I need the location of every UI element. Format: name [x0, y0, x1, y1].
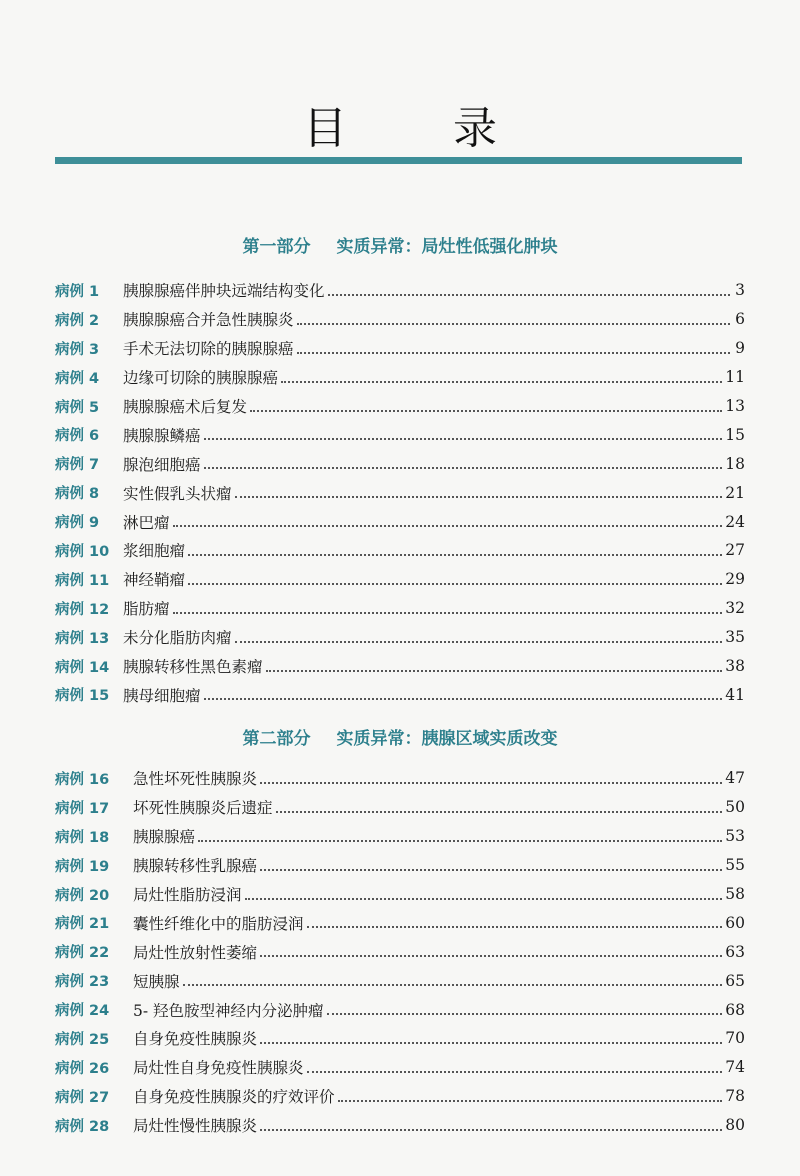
page-number: 3 — [735, 281, 745, 300]
case-label: 病例 21 — [55, 916, 110, 933]
entry-title: 局灶性脂肪浸润 — [133, 886, 242, 904]
entry-title: 脂肪瘤 — [123, 600, 170, 619]
section-heading-1 — [0, 232, 800, 257]
page-number: 38 — [725, 657, 745, 676]
toc-entry[interactable] — [55, 507, 745, 536]
page-number: 41 — [725, 685, 745, 704]
dot-leader — [297, 322, 730, 325]
entry-title: 浆细胞瘤 — [123, 542, 186, 561]
toc-entry[interactable] — [55, 851, 745, 880]
case-label: 病例 2 — [55, 312, 100, 329]
case-label: 病例 13 — [55, 630, 110, 647]
dot-leader — [276, 810, 723, 813]
entry-title: 5- 羟色胺型神经内分泌肿瘤 — [133, 1001, 324, 1020]
entry-title: 局灶性自身免疫性胰腺炎 — [133, 1059, 304, 1078]
page-number: 32 — [725, 599, 745, 618]
entry-title: 短胰腺 — [133, 972, 180, 991]
toc-entry[interactable] — [55, 966, 745, 995]
case-label: 病例 15 — [55, 688, 110, 705]
toc-entry[interactable] — [55, 680, 745, 709]
page-number: 70 — [725, 1029, 745, 1048]
entry-title: 胰腺腺癌合并急性胰腺炎 — [123, 311, 294, 330]
page-number: 35 — [725, 628, 745, 647]
case-label: 病例 25 — [55, 1031, 110, 1048]
entry-title: 胰腺腺癌伴肿块远端结构变化 — [123, 282, 325, 301]
page-number: 78 — [725, 1087, 745, 1106]
entry-title: 胰腺腺癌术后复发 — [123, 398, 248, 416]
dot-leader — [307, 925, 723, 928]
dot-leader — [307, 1070, 723, 1073]
dot-leader — [235, 640, 723, 643]
entry-title: 胰腺转移性乳腺癌 — [133, 857, 258, 876]
dot-leader — [235, 495, 723, 498]
page-number: 65 — [725, 971, 745, 990]
toc-section-2 — [55, 764, 745, 1140]
entry-title: 神经鞘瘤 — [123, 571, 186, 590]
entry-title: 胰腺腺鳞癌 — [123, 426, 201, 445]
entry-title: 胰腺转移性黑色素瘤 — [123, 658, 263, 677]
page-number: 80 — [725, 1116, 745, 1135]
toc-entry[interactable] — [55, 793, 745, 822]
page-number: 13 — [725, 397, 745, 415]
page-number: 74 — [725, 1058, 745, 1077]
entry-title: 局灶性放射性萎缩 — [133, 943, 258, 962]
case-label: 病例 19 — [55, 858, 110, 875]
entry-title: 边缘可切除的胰腺腺癌 — [123, 369, 279, 388]
dot-leader — [260, 1041, 722, 1044]
entry-title: 胰母细胞瘤 — [123, 686, 201, 705]
case-label: 病例 6 — [55, 428, 100, 445]
toc-entry[interactable] — [55, 1111, 745, 1140]
dot-leader — [260, 868, 722, 871]
page-number: 24 — [725, 512, 745, 531]
entry-title: 未分化脂肪肉瘤 — [123, 629, 232, 648]
toc-entry[interactable] — [55, 334, 745, 363]
dot-leader — [281, 380, 722, 383]
dot-leader — [204, 466, 723, 469]
page-number: 60 — [725, 913, 745, 932]
page-number: 55 — [725, 856, 745, 875]
dot-leader — [188, 582, 722, 585]
case-label: 病例 16 — [55, 771, 110, 788]
dot-leader — [204, 697, 723, 700]
toc-entry[interactable] — [55, 822, 745, 851]
toc-entry[interactable] — [55, 536, 745, 565]
page-number: 9 — [735, 339, 745, 358]
entry-title: 囊性纤维化中的脂肪浸润 — [133, 914, 304, 933]
toc-entry[interactable] — [55, 478, 745, 507]
page-number: 21 — [725, 483, 745, 502]
dot-leader — [260, 781, 722, 784]
toc-entry[interactable] — [55, 1082, 745, 1111]
dot-leader — [297, 351, 730, 354]
entry-title: 坏死性胰腺炎后遗症 — [133, 799, 273, 818]
toc-entry[interactable] — [55, 276, 745, 305]
toc-entry[interactable] — [55, 880, 745, 909]
dot-leader — [183, 983, 723, 986]
toc-entry[interactable] — [55, 764, 745, 793]
toc-entry[interactable] — [55, 995, 745, 1024]
toc-entry[interactable] — [55, 420, 745, 449]
entry-title: 腺泡细胞癌 — [123, 455, 201, 474]
case-label: 病例 28 — [55, 1118, 110, 1135]
title-divider — [55, 157, 742, 164]
toc-entry[interactable] — [55, 363, 745, 392]
toc-entry[interactable] — [55, 908, 745, 937]
case-label: 病例 17 — [55, 800, 110, 817]
section-part: 第一部分 — [242, 237, 311, 257]
page-number: 53 — [725, 827, 745, 846]
case-label: 病例 1 — [55, 283, 100, 300]
entry-title: 手术无法切除的胰腺腺癌 — [123, 340, 294, 359]
entry-title: 实性假乳头状瘤 — [123, 484, 232, 503]
case-label: 病例 27 — [55, 1089, 110, 1106]
dot-leader — [328, 293, 730, 296]
toc-entry[interactable] — [55, 305, 745, 334]
case-label: 病例 9 — [55, 515, 100, 532]
entry-title: 急性坏死性胰腺炎 — [133, 770, 258, 789]
page-number: 50 — [725, 798, 745, 817]
page-number: 29 — [725, 570, 745, 589]
section-part: 第二部分 — [242, 729, 311, 749]
dot-leader — [245, 897, 723, 900]
page-number: 11 — [725, 368, 745, 387]
page-title: 目 录 — [303, 103, 543, 154]
case-label: 病例 14 — [55, 659, 110, 676]
page-number: 58 — [725, 885, 745, 903]
toc-section-1 — [55, 276, 745, 709]
dot-leader — [250, 409, 722, 412]
case-label: 病例 4 — [55, 370, 100, 387]
case-label: 病例 26 — [55, 1060, 110, 1077]
page-number: 6 — [735, 310, 745, 329]
entry-title: 淋巴瘤 — [123, 513, 170, 532]
toc-entry[interactable] — [55, 937, 745, 966]
dot-leader — [338, 1099, 723, 1102]
case-label: 病例 18 — [55, 829, 110, 846]
dot-leader — [266, 669, 723, 672]
page-number: 47 — [725, 769, 745, 788]
entry-title: 自身免疫性胰腺炎 — [133, 1030, 258, 1049]
dot-leader — [198, 839, 722, 842]
page-number: 15 — [725, 425, 745, 444]
section-heading-2 — [0, 724, 800, 749]
dot-leader — [327, 1012, 723, 1015]
page-number: 27 — [725, 541, 745, 560]
section-title: 实质异常：局灶性低强化肿块 — [336, 237, 558, 257]
case-label: 病例 3 — [55, 341, 100, 358]
case-label: 病例 8 — [55, 486, 100, 503]
dot-leader — [260, 954, 722, 957]
toc-entry[interactable] — [55, 652, 745, 681]
toc-entry[interactable] — [55, 449, 745, 478]
toc-entry[interactable] — [55, 623, 745, 652]
entry-title: 局灶性慢性胰腺炎 — [133, 1117, 258, 1136]
section-title: 实质异常：胰腺区域实质改变 — [336, 729, 558, 749]
case-label: 病例 23 — [55, 974, 110, 991]
toc-entry[interactable] — [55, 392, 745, 421]
toc-entry[interactable] — [55, 565, 745, 594]
dot-leader — [204, 437, 723, 440]
case-label: 病例 10 — [55, 543, 110, 560]
case-label: 病例 22 — [55, 945, 110, 962]
toc-entry[interactable] — [55, 1024, 745, 1053]
entry-title: 胰腺腺癌 — [133, 828, 196, 847]
case-label: 病例 11 — [55, 572, 110, 589]
page-number: 68 — [725, 1000, 745, 1019]
case-label: 病例 7 — [55, 457, 100, 474]
case-label: 病例 12 — [55, 601, 110, 618]
toc-entry[interactable] — [55, 594, 745, 623]
case-label: 病例 20 — [55, 887, 110, 904]
toc-entry[interactable] — [55, 1053, 745, 1082]
entry-title: 自身免疫性胰腺炎的疗效评价 — [133, 1088, 335, 1107]
dot-leader — [188, 553, 722, 556]
page-number: 18 — [725, 454, 745, 473]
dot-leader — [173, 524, 723, 527]
page-number: 63 — [725, 942, 745, 961]
case-label: 病例 5 — [55, 399, 100, 416]
dot-leader — [260, 1128, 722, 1131]
dot-leader — [173, 611, 723, 614]
case-label: 病例 24 — [55, 1003, 110, 1020]
